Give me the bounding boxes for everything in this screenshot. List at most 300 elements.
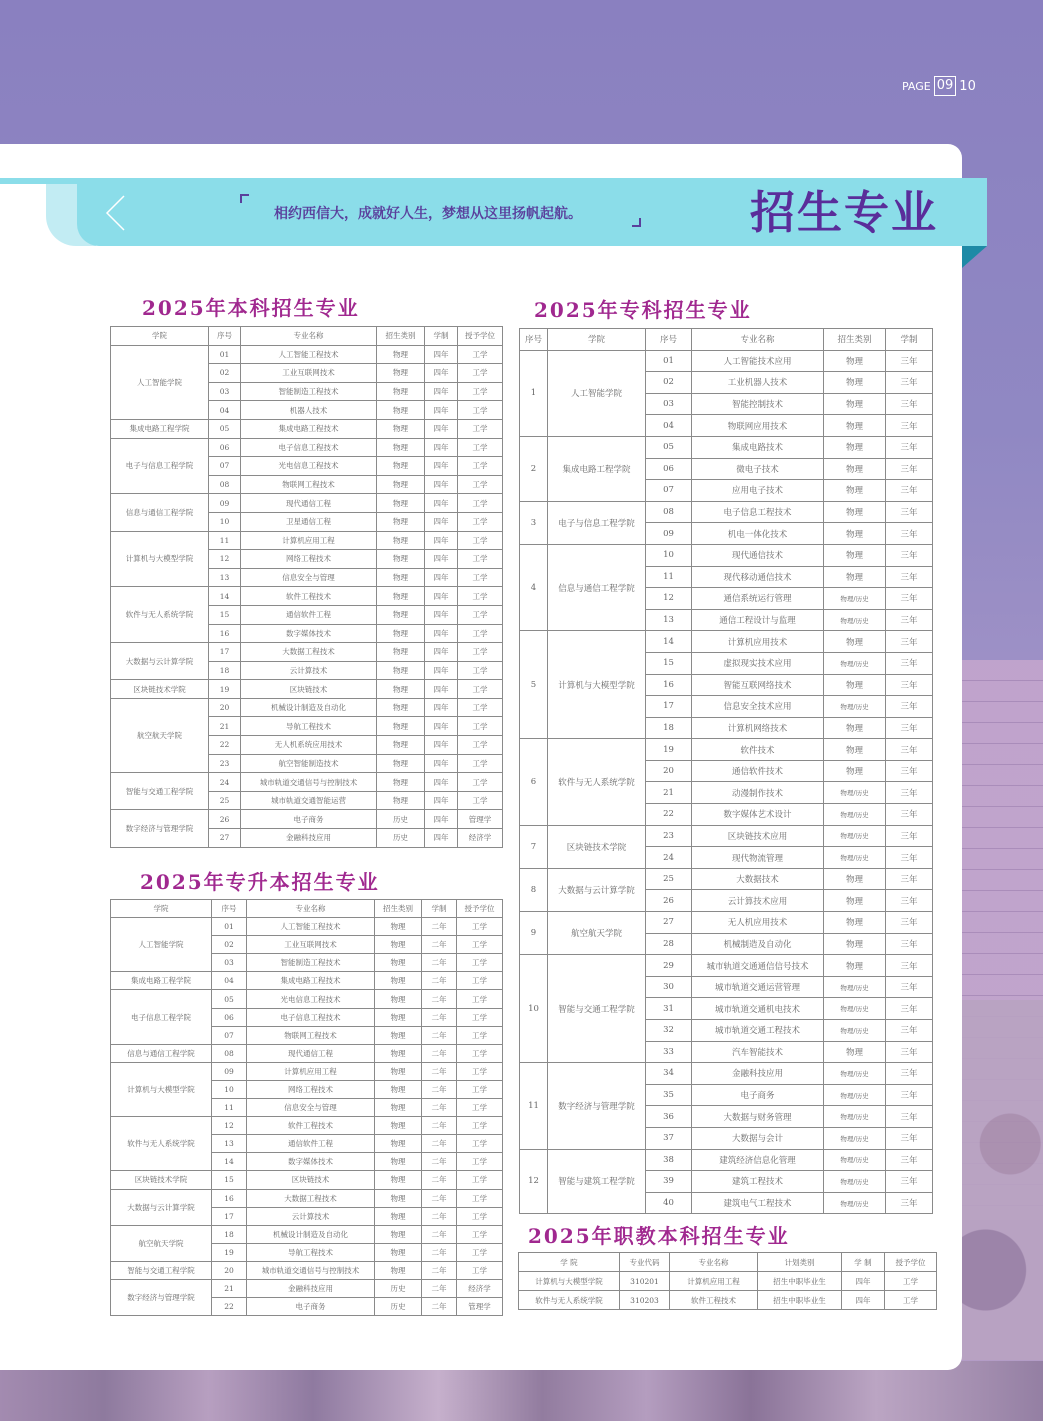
seq-cell: 08 (212, 1044, 247, 1062)
college-cell: 电子信息工程学院 (111, 990, 212, 1044)
category-cell: 物理/历史 (824, 847, 886, 869)
major-cell: 金融科技应用 (692, 1063, 824, 1085)
major-cell: 网络工程技术 (241, 550, 377, 569)
seq-cell: 13 (646, 609, 692, 631)
major-cell: 光电信息工程技术 (247, 990, 375, 1008)
seq-cell: 27 (209, 829, 241, 848)
seq-cell: 04 (209, 401, 241, 420)
voc-bachelor-table (518, 1252, 937, 1310)
category-cell: 物理/历史 (824, 1192, 886, 1214)
category-cell: 物理 (377, 661, 425, 680)
seq-cell: 19 (212, 1243, 247, 1261)
major-cell: 机电一体化技术 (692, 523, 824, 545)
column-header: 学制 (422, 900, 457, 918)
major-cell: 软件工程技术 (247, 1117, 375, 1135)
duration-cell: 三年 (886, 372, 933, 394)
seq-cell: 10 (212, 1080, 247, 1098)
column-header: 学制 (886, 329, 933, 351)
group-number: 1 (520, 350, 548, 436)
degree-cell: 工学 (457, 1062, 503, 1080)
category-cell: 物理/历史 (824, 588, 886, 610)
column-header: 专业名称 (247, 900, 375, 918)
category-cell: 物理 (375, 1044, 422, 1062)
degree-cell: 工学 (458, 512, 503, 531)
college-cell: 信息与通信工程学院 (548, 544, 646, 630)
seq-cell: 18 (646, 717, 692, 739)
seq-cell: 23 (209, 754, 241, 773)
major-cell: 大数据技术 (692, 868, 824, 890)
major-cell: 电子信息工程技术 (692, 501, 824, 523)
category-cell: 物理/历史 (824, 782, 886, 804)
page-next: 10 (959, 78, 976, 94)
college-cell: 软件与无人系统学院 (548, 739, 646, 825)
college-cell: 数字经济与管理学院 (111, 1279, 212, 1315)
duration-cell: 三年 (886, 998, 933, 1020)
major-cell: 计算机网络技术 (692, 717, 824, 739)
category-cell: 物理 (824, 912, 886, 934)
major-cell: 现代移动通信技术 (692, 566, 824, 588)
table-row (111, 643, 503, 662)
duration-cell: 三年 (886, 350, 933, 372)
page-current: 09 (934, 76, 957, 96)
degree-cell: 工学 (458, 736, 503, 755)
major-cell: 人工智能技术应用 (692, 350, 824, 372)
duration-cell: 四年 (425, 810, 458, 829)
college-cell: 计算机与大模型学院 (111, 531, 209, 587)
college-cell: 大数据与云计算学院 (548, 868, 646, 911)
major-cell: 大数据工程技术 (241, 643, 377, 662)
category-cell: 物理 (377, 717, 425, 736)
seq-cell: 20 (646, 760, 692, 782)
seq-cell: 15 (209, 605, 241, 624)
header-row (111, 900, 503, 918)
table-cell: 四年 (842, 1272, 885, 1291)
category-cell: 物理 (375, 1080, 422, 1098)
table-row (111, 531, 503, 550)
degree-cell: 工学 (458, 680, 503, 699)
page-number (902, 76, 976, 96)
category-cell: 物理 (824, 890, 886, 912)
duration-cell: 四年 (425, 829, 458, 848)
major-cell: 机械设计制造及自动化 (247, 1225, 375, 1243)
table-row (111, 1062, 503, 1080)
table-row (519, 1272, 937, 1291)
duration-cell: 四年 (425, 512, 458, 531)
seq-cell: 10 (209, 512, 241, 531)
seq-cell: 32 (646, 1020, 692, 1042)
category-cell: 物理 (377, 680, 425, 699)
major-cell: 信息安全技术应用 (692, 696, 824, 718)
major-cell: 云计算技术应用 (692, 890, 824, 912)
category-cell: 物理 (824, 760, 886, 782)
major-cell: 导航工程技术 (241, 717, 377, 736)
seq-cell: 24 (209, 773, 241, 792)
table-row (111, 494, 503, 513)
seq-cell: 12 (212, 1117, 247, 1135)
major-cell: 城市轨道交通智能运营 (241, 791, 377, 810)
college-cell: 人工智能学院 (111, 918, 212, 972)
category-cell: 物理 (824, 501, 886, 523)
category-cell: 物理 (377, 791, 425, 810)
degree-cell: 工学 (457, 1153, 503, 1171)
seq-cell: 21 (646, 782, 692, 804)
table-row (111, 1117, 503, 1135)
college-cell: 集成电路工程学院 (111, 972, 212, 990)
table-cell: 计算机应用工程 (670, 1272, 758, 1291)
header-row (520, 329, 933, 351)
undergrad-title: 2025年本科招生专业 (142, 296, 360, 320)
duration-cell: 二年 (422, 1279, 457, 1297)
category-cell: 物理 (377, 531, 425, 550)
degree-cell: 工学 (458, 419, 503, 438)
duration-cell: 二年 (422, 936, 457, 954)
major-cell: 区块链技术 (247, 1171, 375, 1189)
duration-cell: 四年 (425, 624, 458, 643)
duration-cell: 三年 (886, 760, 933, 782)
category-cell: 物理 (824, 415, 886, 437)
header-row (111, 327, 503, 346)
degree-cell: 工学 (457, 1117, 503, 1135)
major-cell: 机器人技术 (241, 401, 377, 420)
vocational-title: 2025年专科招生专业 (534, 298, 752, 322)
degree-cell: 工学 (458, 587, 503, 606)
table-row (111, 587, 503, 606)
category-cell: 物理/历史 (824, 1084, 886, 1106)
major-cell: 大数据与会计 (692, 1127, 824, 1149)
major-cell: 城市轨道交通运营管理 (692, 976, 824, 998)
college-cell: 软件与无人系统学院 (111, 1117, 212, 1171)
duration-cell: 二年 (422, 972, 457, 990)
duration-cell: 二年 (422, 1171, 457, 1189)
major-cell: 电子商务 (247, 1298, 375, 1316)
vocational-table (519, 328, 933, 1214)
seq-cell: 01 (212, 918, 247, 936)
duration-cell: 四年 (425, 457, 458, 476)
duration-cell: 三年 (886, 1063, 933, 1085)
category-cell: 物理 (375, 954, 422, 972)
duration-cell: 四年 (425, 661, 458, 680)
category-cell: 物理 (375, 1243, 422, 1261)
category-cell: 历史 (377, 829, 425, 848)
duration-cell: 三年 (886, 1041, 933, 1063)
duration-cell: 三年 (886, 566, 933, 588)
duration-cell: 四年 (425, 587, 458, 606)
college-cell: 智能与交通工程学院 (111, 1261, 212, 1279)
seq-cell: 36 (646, 1106, 692, 1128)
major-cell: 计算机应用技术 (692, 631, 824, 653)
college-cell: 人工智能学院 (548, 350, 646, 436)
degree-cell: 工学 (458, 605, 503, 624)
major-cell: 数字媒体技术 (247, 1153, 375, 1171)
category-cell: 历史 (375, 1298, 422, 1316)
duration-cell: 三年 (886, 696, 933, 718)
duration-cell: 四年 (425, 698, 458, 717)
category-cell: 物理 (824, 955, 886, 977)
category-cell: 物理 (375, 1189, 422, 1207)
seq-cell: 07 (646, 480, 692, 502)
voc-bachelor-title: 2025年职教本科招生专业 (528, 1224, 790, 1248)
major-cell: 智能制造工程技术 (241, 382, 377, 401)
table-row (111, 438, 503, 457)
duration-cell: 二年 (422, 954, 457, 972)
major-cell: 数字媒体技术 (241, 624, 377, 643)
table-row (111, 698, 503, 717)
duration-cell: 四年 (425, 568, 458, 587)
duration-cell: 三年 (886, 739, 933, 761)
duration-cell: 二年 (422, 990, 457, 1008)
seq-cell: 22 (646, 804, 692, 826)
seq-cell: 09 (209, 494, 241, 513)
degree-cell: 管理学 (458, 810, 503, 829)
seq-cell: 14 (212, 1153, 247, 1171)
seq-cell: 12 (646, 588, 692, 610)
table-row (111, 972, 503, 990)
duration-cell: 三年 (886, 501, 933, 523)
table-row (111, 1279, 503, 1297)
degree-cell: 工学 (458, 494, 503, 513)
table-row (111, 810, 503, 829)
duration-cell: 三年 (886, 436, 933, 458)
seq-cell: 16 (209, 624, 241, 643)
college-cell: 区块链技术学院 (548, 825, 646, 868)
category-cell: 物理 (375, 1008, 422, 1026)
category-cell: 物理 (375, 1261, 422, 1279)
category-cell: 物理 (824, 372, 886, 394)
seq-cell: 03 (212, 954, 247, 972)
quote-open-icon (240, 194, 249, 203)
major-cell: 通信软件工程 (241, 605, 377, 624)
seq-cell: 05 (209, 419, 241, 438)
column-header: 授予学位 (885, 1253, 937, 1272)
seq-cell: 05 (646, 436, 692, 458)
table-row (520, 350, 933, 372)
category-cell: 物理 (824, 674, 886, 696)
column-header: 学 制 (842, 1253, 885, 1272)
table-row (111, 1189, 503, 1207)
table-row (520, 1149, 933, 1171)
major-cell: 计算机应用工程 (241, 531, 377, 550)
degree-cell: 工学 (457, 1225, 503, 1243)
major-cell: 云计算技术 (247, 1207, 375, 1225)
seq-cell: 20 (209, 698, 241, 717)
category-cell: 物理 (375, 1207, 422, 1225)
college-cell: 智能与交通工程学院 (111, 773, 209, 810)
major-cell: 应用电子技术 (692, 480, 824, 502)
degree-cell: 工学 (457, 1008, 503, 1026)
group-number: 2 (520, 436, 548, 501)
category-cell: 物理 (375, 918, 422, 936)
table-row (111, 1044, 503, 1062)
table-row (519, 1291, 937, 1310)
duration-cell: 三年 (886, 1106, 933, 1128)
slogan: 相约西信大，成就好人生，梦想从这里扬帆起航。 (274, 206, 582, 222)
seq-cell: 23 (646, 825, 692, 847)
seq-cell: 27 (646, 912, 692, 934)
seq-cell: 14 (209, 587, 241, 606)
category-cell: 物理 (377, 754, 425, 773)
duration-cell: 三年 (886, 933, 933, 955)
seq-cell: 15 (646, 652, 692, 674)
category-cell: 物理 (377, 568, 425, 587)
table-row (520, 631, 933, 653)
category-cell: 物理 (375, 1153, 422, 1171)
duration-cell: 二年 (422, 1117, 457, 1135)
seq-cell: 21 (209, 717, 241, 736)
duration-cell: 四年 (425, 382, 458, 401)
degree-cell: 工学 (458, 643, 503, 662)
chevron-left-icon[interactable] (104, 194, 128, 232)
duration-cell: 三年 (886, 652, 933, 674)
seq-cell: 06 (209, 438, 241, 457)
column-header: 招生类别 (377, 327, 425, 346)
seq-cell: 38 (646, 1149, 692, 1171)
duration-cell: 二年 (422, 1225, 457, 1243)
duration-cell: 二年 (422, 1261, 457, 1279)
category-cell: 物理/历史 (824, 1020, 886, 1042)
seq-cell: 20 (212, 1261, 247, 1279)
category-cell: 物理 (375, 1026, 422, 1044)
degree-cell: 工学 (458, 401, 503, 420)
table-cell: 工学 (885, 1291, 937, 1310)
duration-cell: 三年 (886, 804, 933, 826)
degree-cell: 工学 (458, 438, 503, 457)
category-cell: 物理 (824, 717, 886, 739)
degree-cell: 工学 (458, 382, 503, 401)
duration-cell: 四年 (425, 754, 458, 773)
duration-cell: 四年 (425, 531, 458, 550)
degree-cell: 工学 (457, 972, 503, 990)
group-number: 4 (520, 544, 548, 630)
column-header: 专业名称 (692, 329, 824, 351)
major-cell: 虚拟现实技术应用 (692, 652, 824, 674)
category-cell: 物理 (377, 550, 425, 569)
seq-cell: 05 (212, 990, 247, 1008)
major-cell: 城市轨道交通信号与控制技术 (241, 773, 377, 792)
seq-cell: 12 (209, 550, 241, 569)
seq-cell: 22 (212, 1298, 247, 1316)
seq-cell: 30 (646, 976, 692, 998)
major-cell: 航空智能制造技术 (241, 754, 377, 773)
category-cell: 物理 (377, 457, 425, 476)
major-cell: 建筑经济信息化管理 (692, 1149, 824, 1171)
duration-cell: 二年 (422, 1189, 457, 1207)
major-cell: 信息安全与管理 (241, 568, 377, 587)
degree-cell: 工学 (457, 1026, 503, 1044)
major-cell: 城市轨道交通机电技术 (692, 998, 824, 1020)
college-cell: 智能与建筑工程学院 (548, 1149, 646, 1214)
major-cell: 工业互联网技术 (241, 364, 377, 383)
duration-cell: 二年 (422, 918, 457, 936)
table-row (111, 918, 503, 936)
college-cell: 集成电路工程学院 (111, 419, 209, 438)
degree-cell: 工学 (458, 364, 503, 383)
duration-cell: 二年 (422, 1044, 457, 1062)
major-cell: 金融科技应用 (247, 1279, 375, 1297)
seq-cell: 08 (209, 475, 241, 494)
seq-cell: 39 (646, 1171, 692, 1193)
degree-cell: 工学 (457, 918, 503, 936)
degree-cell: 工学 (458, 717, 503, 736)
category-cell: 物理/历史 (824, 696, 886, 718)
major-cell: 通信系统运行管理 (692, 588, 824, 610)
degree-cell: 工学 (458, 624, 503, 643)
column-header: 招生类别 (375, 900, 422, 918)
seq-cell: 19 (646, 739, 692, 761)
seq-cell: 18 (212, 1225, 247, 1243)
seq-cell: 16 (646, 674, 692, 696)
duration-cell: 四年 (425, 494, 458, 513)
degree-cell: 工学 (457, 954, 503, 972)
table-cell: 招生中职毕业生 (758, 1272, 842, 1291)
category-cell: 物理 (824, 739, 886, 761)
major-cell: 城市轨道交通通信信号技术 (692, 955, 824, 977)
category-cell: 物理/历史 (824, 804, 886, 826)
category-cell: 物理 (377, 382, 425, 401)
duration-cell: 四年 (425, 773, 458, 792)
major-cell: 无人机应用技术 (692, 912, 824, 934)
column-header: 专业名称 (241, 327, 377, 346)
major-cell: 现代通信技术 (692, 544, 824, 566)
degree-cell: 工学 (458, 568, 503, 587)
major-cell: 智能互联网络技术 (692, 674, 824, 696)
duration-cell: 二年 (422, 1298, 457, 1316)
upgrade-table (110, 899, 503, 1316)
college-cell: 电子与信息工程学院 (111, 438, 209, 494)
category-cell: 物理 (824, 480, 886, 502)
category-cell: 物理 (377, 736, 425, 755)
undergrad-table (110, 326, 503, 848)
degree-cell: 经济学 (458, 829, 503, 848)
major-cell: 工业机器人技术 (692, 372, 824, 394)
category-cell: 物理/历史 (824, 1106, 886, 1128)
seq-cell: 35 (646, 1084, 692, 1106)
major-cell: 物联网工程技术 (241, 475, 377, 494)
major-cell: 建筑工程技术 (692, 1171, 824, 1193)
duration-cell: 三年 (886, 393, 933, 415)
category-cell: 物理 (824, 1041, 886, 1063)
duration-cell: 三年 (886, 890, 933, 912)
seq-cell: 02 (209, 364, 241, 383)
table-cell: 四年 (842, 1291, 885, 1310)
category-cell: 历史 (375, 1279, 422, 1297)
college-cell: 航空航天学院 (111, 698, 209, 772)
duration-cell: 四年 (425, 605, 458, 624)
group-number: 11 (520, 1063, 548, 1149)
category-cell: 历史 (377, 810, 425, 829)
duration-cell: 三年 (886, 674, 933, 696)
duration-cell: 二年 (422, 1062, 457, 1080)
category-cell: 物理/历史 (824, 825, 886, 847)
duration-cell: 三年 (886, 868, 933, 890)
category-cell: 物理/历史 (824, 1063, 886, 1085)
major-cell: 电子信息工程技术 (241, 438, 377, 457)
college-cell: 区块链技术学院 (111, 1171, 212, 1189)
seq-cell: 09 (646, 523, 692, 545)
category-cell: 物理 (824, 523, 886, 545)
seq-cell: 40 (646, 1192, 692, 1214)
degree-cell: 工学 (458, 773, 503, 792)
category-cell: 物理 (375, 936, 422, 954)
duration-cell: 三年 (886, 415, 933, 437)
degree-cell: 工学 (458, 698, 503, 717)
major-cell: 软件工程技术 (241, 587, 377, 606)
category-cell: 物理 (377, 475, 425, 494)
duration-cell: 三年 (886, 955, 933, 977)
duration-cell: 二年 (422, 1080, 457, 1098)
seq-cell: 14 (646, 631, 692, 653)
major-cell: 智能制造工程技术 (247, 954, 375, 972)
degree-cell: 工学 (457, 936, 503, 954)
